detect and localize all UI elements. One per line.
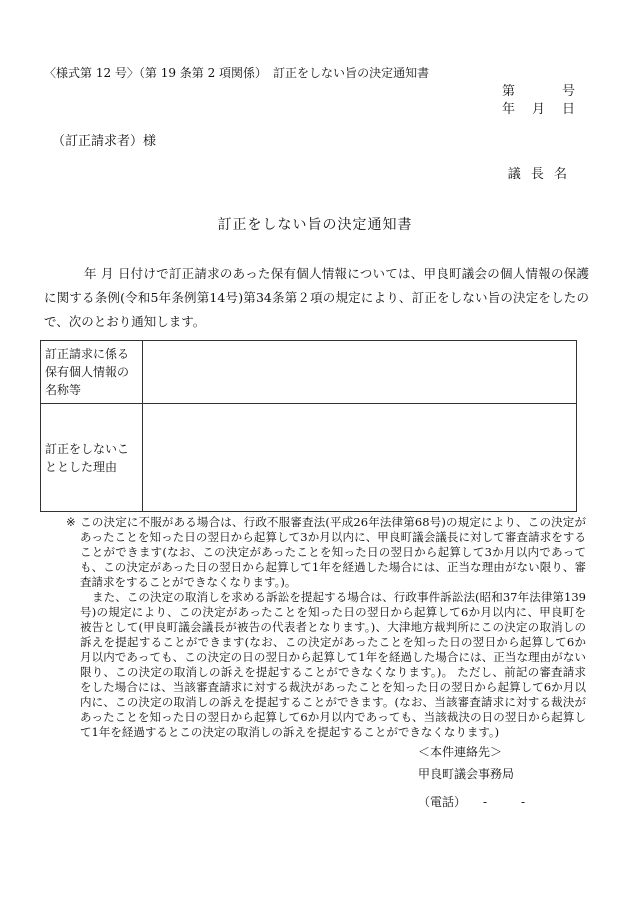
notice-body: 年 月 日付けで訂正請求のあった保有個人情報については、甲良町議会の個人情報の保護に関する条例(令和5年条例第14号)第34条第２項の規定により、訂正をしない旨の決定をしたので、次のとおり通知します。 [44,266,589,329]
table-row-value [143,341,577,404]
recipient-name: （訂正請求者）様 [52,134,157,149]
table-row [41,404,577,512]
document-date: 年 月 日 [501,102,577,117]
table-row-label: 訂正請求に係る保有個人情報の名称等 [41,341,143,404]
phone-separator: - [482,795,488,809]
contact-heading: ＜本件連絡先＞ [418,745,503,759]
note-paragraph: また、この決定の取消しを求める訴訟を提起する場合は、行政事件訴訟法(昭和37年法律第139号)の規定により、この決定があったことを知った日の翌日から起算して6か月以内に、甲良町を被告として(甲良町議会議長が被告の代表者となります。)、大津地方裁判所にこの決定の取消しの訴えを提起することができます(なお、この決定があったことを知った日の翌日から起算して6か月以内であっても、この決定の日の翌日から起算して1年を経過した場合には、正当な理由がない限り、この決定の取消しの訴えを提起することができなくなります。)。 ただし、前記の審査請求をした場合には、当該審査請求に対する裁決があったことを知った日の翌日から起算して6か月以内に、この決定の取消しの訴えを提起することができます。(なお、当該審査請求に対する裁決があったことを知った日の翌日から起算して6か月以内であっても、当該裁決の日の翌日から起算して1年を経過するとこの決定の取消しの訴えを提起することができなくなります。) [80,590,586,739]
note-paragraph [66,515,586,590]
phone-separator: - [520,795,526,809]
table-row-value [143,404,577,512]
note-mark: ※ [66,515,76,529]
contact-phone [418,791,542,813]
document-number: 第 号 [501,84,577,99]
table-row-label: 訂正をしないこととした理由 [41,404,143,512]
document-title: 訂正をしない旨の決定通知書 [217,217,413,233]
decision-table [40,340,577,512]
phone-label: （電話） [418,795,467,809]
sender-name: 議 長 名 [507,167,570,182]
table-row [41,341,577,404]
appeal-notes [66,515,586,740]
contact-office: 甲良町議会事務局 [418,767,515,781]
contact-block [418,741,542,813]
form-reference: 〈様式第 12 号〉（第 19 条第 2 項関係） 訂正をしない旨の決定通知書 [44,66,430,80]
note-text: この決定に不服がある場合は、行政不服審査法(平成26年法律第68号)の規定により、この決定があったことを知った日の翌日から起算して3か月以内に、甲良町議会議長に対して審査請求をすることができます(なお、この決定があったことを知った日の翌日から起算して3か月以内であっても、この決定があった日の翌日から起算して1年を経過した場合には、正当な理由がない限り、審査請求をすることができなくなります。)。 [80,515,586,589]
